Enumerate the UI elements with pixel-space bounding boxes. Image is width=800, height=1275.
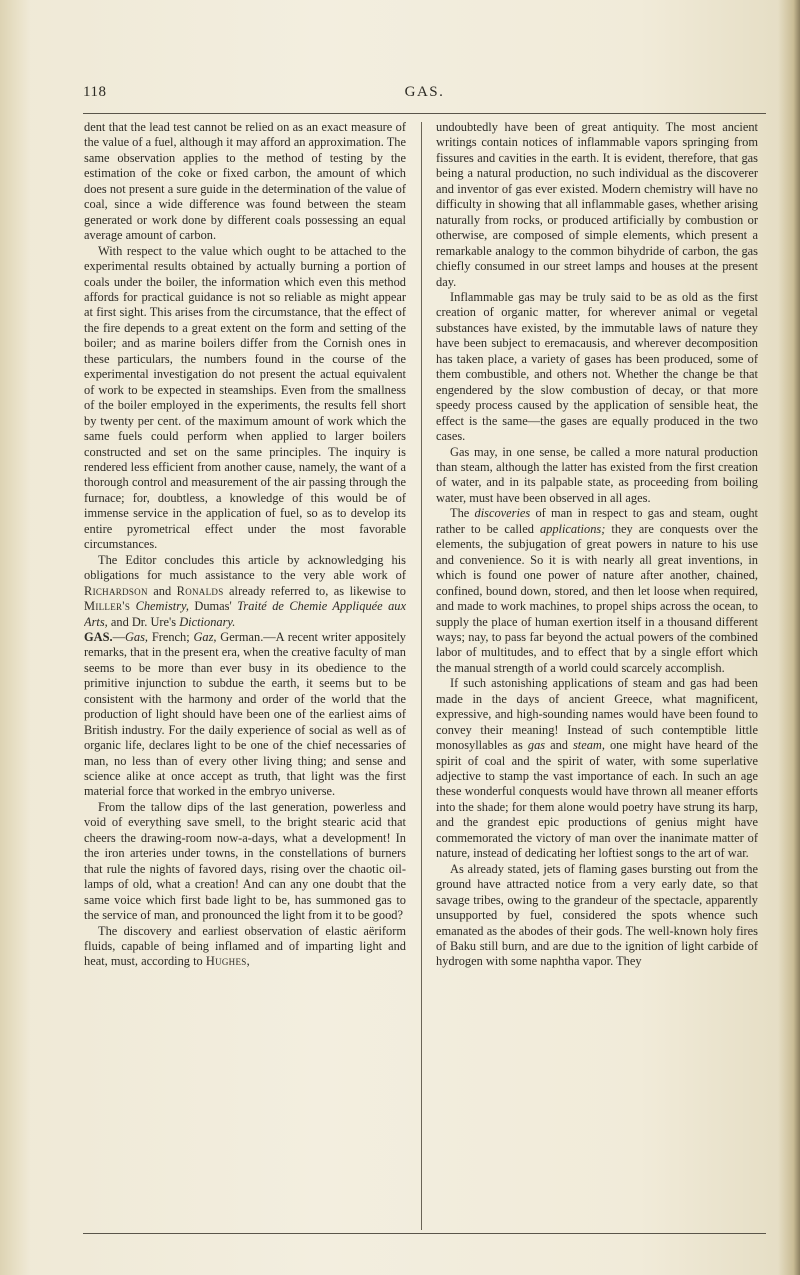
text: and Dr. <box>110 614 148 629</box>
author-ronalds: Ronalds <box>176 583 224 598</box>
text: If such astonishing applications of steam and gas had been made in the days of ancient Greece, what magnificent, expressive, and high-sounding names would have been found to convey their meaning! Instead of such contemptible little monosyllables as <box>436 676 758 753</box>
text: and <box>550 738 568 753</box>
author-miller: Miller's <box>84 599 131 614</box>
right-paragraph-5 <box>436 676 758 861</box>
left-paragraph-6 <box>84 924 406 970</box>
term-steam-italic: steam, <box>572 738 605 753</box>
term-discoveries: discoveries <box>474 506 531 521</box>
header-rule <box>83 113 766 114</box>
page-number: 118 <box>83 84 107 100</box>
left-paragraph-gas-entry: GAS.—Gas, French; Gaz, German.—A recent writer appositely remarks, that in the present era, when the creative faculty of man seems to be more than ever busy in its obedience to the primitive injunction to subdue the earth, it seems but to be consistent with the harmony and order of the world that the production of light should have been one of the earliest aims of British industry. For the daily experience of social as well as of organic life, declares light to be one of the chief necessaries of man, no less than of every other living thing; and sense and science alike at once accept as truth, that light was the first material force that worked in the embryo universe. <box>84 629 406 799</box>
right-paragraph-6: As already stated, jets of flaming gases bursting out from the ground have attracted notice from a very early date, so that savage tribes, owing to the grandeur of the spectacle, apparently unsupported by fuel, considered the spots whence such emanated as the abodes of their gods. The well-known holy fires of Baku still burn, and are due to the ignition of light carbide of hydrogen with some naphtha vapor. They <box>436 861 758 969</box>
text: of man in respect to gas and steam, ought rather to be called <box>436 506 758 536</box>
title-dictionary: Dictionary. <box>179 614 236 629</box>
right-paragraph-3: Gas may, in one sense, be called a more natural production than steam, although the latter has existed from the first creation of water, and in its palpable state, as proceeding from boiling water, must have been observed in all ages. <box>436 444 758 505</box>
author-ure: Ure's <box>150 614 177 629</box>
page-header <box>83 84 766 114</box>
author-hughes: Hughes, <box>205 954 250 969</box>
footer-rule <box>83 1233 766 1234</box>
text: The discovery and earliest observation of elastic aëriform fluids, capable of being inflamed and of imparting light and heat, must, according to <box>84 923 406 969</box>
left-paragraph-1: dent that the lead test cannot be relied on as an exact measure of the value of a fuel, although it may afford an approximation. The same observation applies to the method of testing by the estimation of the coke or fixed carbon, the amount of which does not present a sure guide in the determination of the value of coal, since a wide difference was found between the steam generated or work done by different coals possessing an equal average amount of carbon. <box>84 120 406 243</box>
running-head: GAS. <box>404 84 445 100</box>
title-traite: Traité de Chemie Appliquée aux Arts, <box>84 599 406 629</box>
text: Dumas' <box>194 599 232 614</box>
right-paragraph-1: undoubtedly have been of great antiquity. The most ancient writings contain notices of inflammable vapors springing from fissures and cavities in the earth. It is evident, therefore, that gas being a natural production, no such individual as the discoverer and inventor of gas ever existed. Modern chemistry will have no difficulty in showing that all inflammable gases, whether arising naturally from rocks, or produced artificially by combustion or otherwise, are composed of simple elements, which present a remarkable analogy to the common bihydride of carbon, the gas chiefly consumed in our street lamps and houses at the present day. <box>436 120 758 289</box>
entry-heading: GAS. <box>84 629 113 644</box>
text: The Editor concludes this article by acknowledging his obligations for much assistance to the very able work of <box>84 552 406 583</box>
text: German.—A recent writer appositely remarks, that in the present era, when the creative faculty of man seems to be more than ever busy in its obedience to the primitive injunction to subdue the earth, it seems but to be consistent with the harmony and order of the world that the production of light should have been one of the earliest aims of British industry. For the daily experience of social as well as of organic life, declares light to be one of the chief necessaries of man, no less than of every other living thing; and sense and science alike at once accept as truth, that light was the first material force that worked in the embryo universe. <box>84 629 406 799</box>
text: The <box>450 506 470 521</box>
page-left-edge <box>0 0 30 1275</box>
right-paragraph-2: Inflammable gas may be truly said to be as old as the first creation of organic matter, for wherever animal or vegetal substances have existed, by the immutable laws of nature they have been subject to eremacausis, and wherever decomposition has taken place, a variety of gases has been produced, some of them combustible, and others not. Whether the change be that engendered by the slow combustion of decay, or that more speedy process caused by the application of sensible heat, the effect is the same—the gases are equally produced in the two cases. <box>436 289 758 444</box>
text: they are conquests over the elements, the subjugation of great powers in nature to his use and convenience. So it is with nearly all great inventions, in which is found one power of nature after another, chained, confined, bound down, stored, and then let loose when required, and made to work machines, to propel ships across the ocean, to supply the place of human exertion itself in a thousand different ways; nay, to pass far beyond the actual powers of the combined labor of multitudes, and to effect that by a single effort which the manual strength of a world could scarcely accomplish. <box>436 521 758 675</box>
term-gas: Gas, <box>124 629 149 644</box>
text: one might have heard of the spirit of coal and the spirit of water, with some superlative adjective to stamp the vast importance of each. In such an age these wonderful conquests would have thrown all meaner efforts into the shade; for them alone would poetry have strung its harp, and the grandest epic productions of genius might have commemorated the victory of man over the inanimate matter of nature, instead of dedicating her loftiest songs to the art of war. <box>436 738 758 861</box>
left-paragraph-2: With respect to the value which ought to be attached to the experimental results obtained by actually burning a portion of coals under the boiler, the information which even this method affords for practical guidance is not so reliable as might appear at first sight. This arises from the circumstance, that the effect of the fire depends to a great extent on the form and setting of the boiler; and as marine boilers differ from the Cornish ones in these particulars, the numbers found in the course of the experimental investigation do not present the actual equivalent of work to be expected in steamships. Even from the smallness of the boiler employed in the experiments, the results fell short by twenty per cent. of the maximum amount of work which the same fuels could perform when applied to larger boilers constructed and set on the same principles. The inquiry is rendered less efficient from another cause, namely, the want of a thorough control and measurement of the air passing through the furnace; for, doubtless, a knowledge of this would be of immense service in the application of fuel, so as to develop its entire pyrometrical effect under the most favorable circumstances. <box>84 243 406 552</box>
left-column <box>84 120 406 1232</box>
term-gas-italic: gas <box>527 738 546 753</box>
text: already referred to, as likewise to <box>229 583 406 598</box>
page-right-edge <box>778 0 800 1275</box>
text: French; <box>151 629 190 644</box>
left-paragraph-5: From the tallow dips of the last generation, powerless and void of everything save smell, to the bright stearic acid that cheers the drawing-room now-a-days, what a development! In the iron arteries under towns, in the constellations of burners that rule the nights of favored days, rising over the chaotic oil-lamps of old, what a creation! And can any one doubt that the same voice which first bade light to be, has summoned gas to the service of man, and pronounced the light from it to be good? <box>84 799 406 923</box>
author-richardson: Richardson <box>84 583 148 598</box>
term-gaz: Gaz, <box>193 629 217 644</box>
right-column <box>436 120 758 1232</box>
column-divider <box>421 122 422 1230</box>
title-chemistry: Chemistry, <box>135 599 189 614</box>
text: and <box>153 583 172 598</box>
right-paragraph-4 <box>436 506 758 676</box>
left-paragraph-3 <box>84 553 406 630</box>
term-applications: applications; <box>539 521 606 536</box>
